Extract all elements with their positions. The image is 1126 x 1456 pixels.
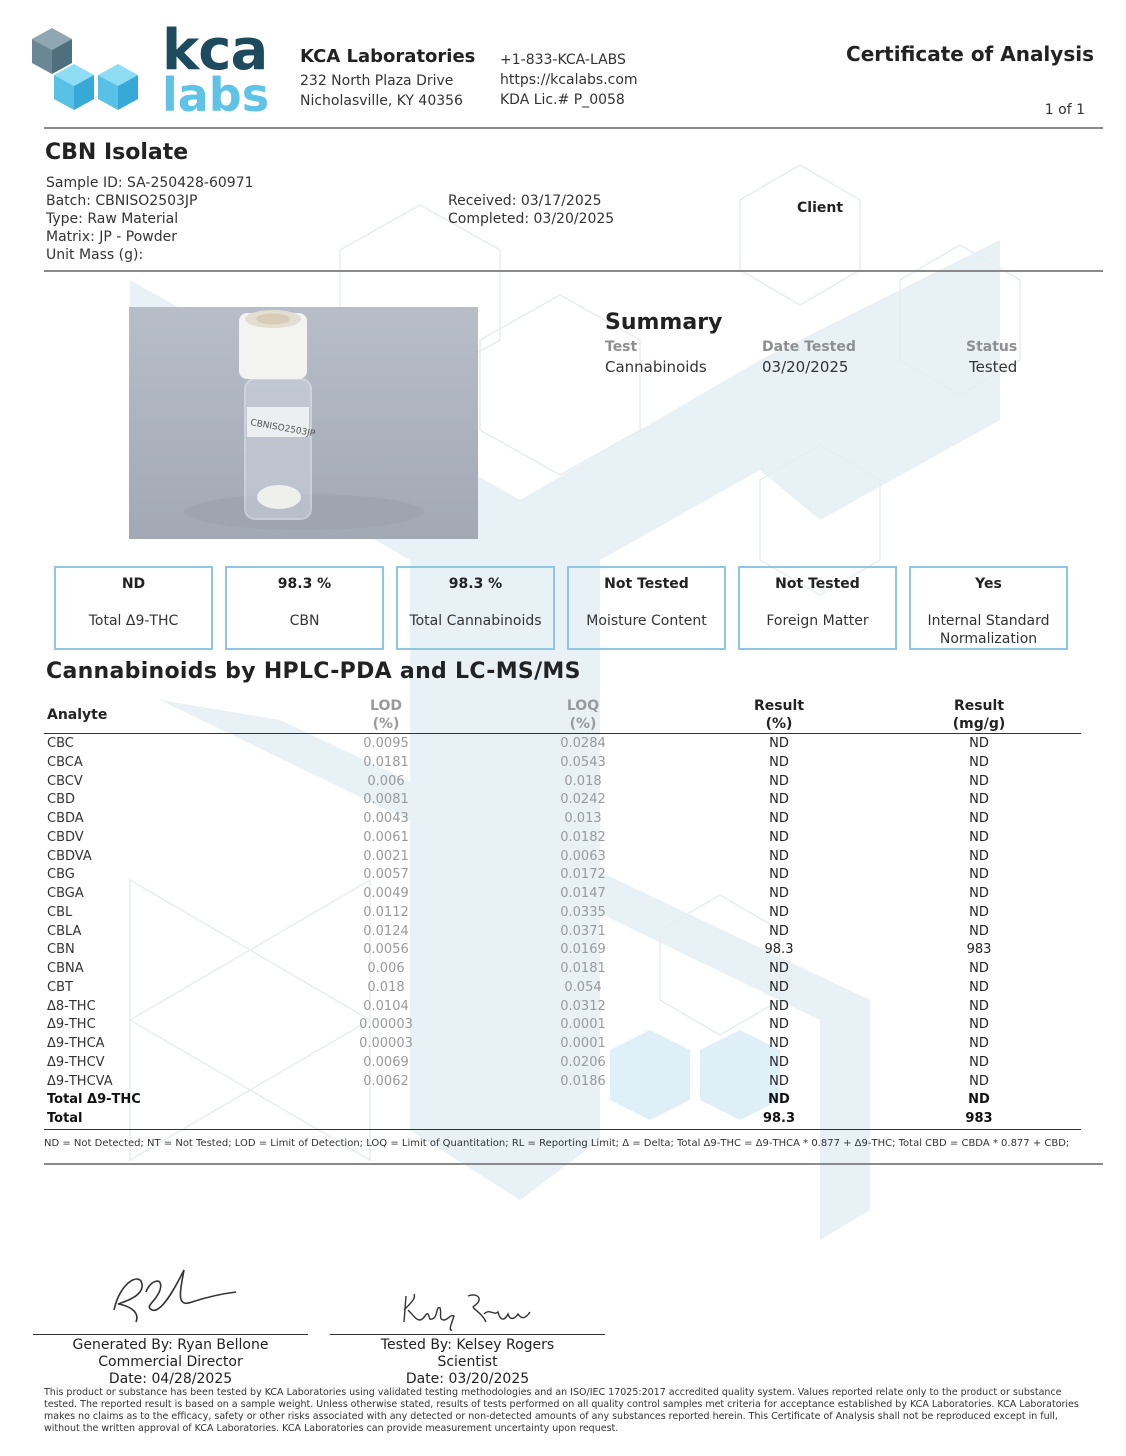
cell-result-mg: ND [969, 979, 989, 995]
cell-result-mg: ND [969, 1073, 989, 1089]
th-result-pct-unit: (%) [765, 716, 793, 732]
cell-loq: 0.054 [564, 979, 602, 995]
cell-result-pct: ND [769, 961, 789, 976]
address-line-2: Nicholasville, KY 40356 [300, 93, 463, 109]
result-box-value: ND [121, 576, 146, 592]
table-row [0, 1055, 1126, 1074]
cell-result-mg: 983 [965, 1111, 993, 1126]
logo-text-labs: labs [162, 68, 270, 122]
th-loq-label: LOQ [566, 698, 600, 714]
cell-analyte: CBL [47, 904, 73, 920]
lab-address [300, 71, 463, 111]
cell-result-pct: ND [769, 736, 789, 751]
cell-result-pct: ND [769, 979, 789, 995]
cell-result-mg: ND [969, 1017, 989, 1033]
cell-analyte: CBDA [47, 811, 84, 826]
table-row [0, 755, 1126, 774]
table-row [0, 924, 1126, 943]
signer-1-name: Generated By: Ryan Bellone [72, 1337, 269, 1353]
cell-result-mg: ND [969, 998, 989, 1014]
cell-loq: 0.0001 [560, 1017, 606, 1033]
table-row [0, 886, 1126, 905]
signer-1-title: Commercial Director [98, 1354, 243, 1370]
cell-result-mg: ND [969, 829, 989, 845]
summary-header-date: Date Tested [762, 339, 856, 355]
lab-phone: +1-833-KCA-LABS [500, 52, 626, 68]
result-box-label: Total Cannabinoids [409, 613, 542, 629]
cell-lod: 0.0081 [363, 792, 409, 808]
cell-lod: 0.0043 [363, 811, 409, 826]
sample-matrix: Matrix: JP - Powder [46, 229, 177, 245]
cell-result-pct: ND [769, 773, 789, 789]
signature-line-1 [33, 1334, 308, 1335]
cell-analyte: CBD [47, 792, 76, 808]
cell-result-pct: ND [769, 829, 789, 845]
cell-analyte: CBNA [47, 961, 84, 976]
cell-result-pct: ND [769, 1036, 789, 1051]
th-result-mg-unit: (mg/g) [952, 716, 1006, 732]
cell-loq: 0.0371 [560, 923, 606, 939]
table-row [0, 867, 1126, 886]
table-total-row [0, 1111, 1126, 1130]
cell-lod: 0.0062 [363, 1073, 409, 1089]
th-loq-unit: (%) [569, 716, 597, 732]
lab-name: KCA Laboratories [300, 46, 476, 67]
th-lod-label: LOD [370, 698, 402, 714]
cell-result-pct: ND [769, 886, 789, 901]
completed-date: Completed: 03/20/2025 [448, 211, 615, 227]
th-lod-unit: (%) [372, 716, 400, 732]
cell-result-mg: ND [969, 961, 989, 976]
cell-result-mg: ND [969, 1036, 989, 1051]
sample-meta [46, 174, 254, 264]
cell-result-mg: ND [969, 754, 989, 770]
table-total-row [0, 1092, 1126, 1111]
cell-lod: 0.0049 [363, 886, 409, 901]
cell-loq: 0.0172 [560, 867, 606, 883]
cell-loq: 0.0284 [560, 736, 606, 751]
signature-block-2 [330, 1337, 605, 1388]
cell-result-pct: ND [769, 998, 789, 1014]
th-loq [533, 697, 633, 733]
cell-lod: 0.00003 [359, 1017, 413, 1033]
sample-dates [448, 192, 614, 228]
th-result-mg [929, 697, 1029, 733]
cell-analyte: CBDVA [47, 848, 92, 864]
table-row [0, 1017, 1126, 1036]
result-box-internal-standard [909, 566, 1068, 650]
signature-block-1 [33, 1337, 308, 1388]
product-photo [129, 307, 478, 539]
table-row [0, 849, 1126, 868]
table-row [0, 1074, 1126, 1093]
cell-lod: 0.00003 [359, 1036, 413, 1051]
result-box-total-d9-thc [54, 566, 213, 650]
cell-result-pct: ND [769, 904, 789, 920]
signer-1-date: Date: 04/28/2025 [108, 1371, 233, 1387]
header-divider [44, 127, 1103, 129]
cell-lod: 0.006 [367, 961, 405, 976]
sample-unit-mass: Unit Mass (g): [46, 247, 144, 263]
table-row [0, 774, 1126, 793]
cell-result-pct: ND [769, 1017, 789, 1033]
cell-loq: 0.0206 [560, 1054, 606, 1070]
client-label: Client [797, 200, 844, 216]
cell-lod: 0.0181 [363, 754, 409, 770]
summary-header-test: Test [605, 339, 638, 355]
lab-website[interactable]: https://kcalabs.com [500, 72, 638, 88]
summary-date-value: 03/20/2025 [762, 358, 849, 376]
cell-analyte: Δ9-THC [47, 1017, 96, 1033]
cell-analyte: CBLA [47, 923, 82, 939]
table-row [0, 736, 1126, 755]
cell-loq: 0.0186 [560, 1073, 606, 1089]
cell-analyte: CBG [47, 867, 75, 883]
table-row [0, 905, 1126, 924]
summary-title: Summary [605, 310, 723, 335]
cell-result-pct: ND [769, 792, 789, 808]
cell-lod: 0.0056 [363, 942, 409, 958]
cell-result-mg: ND [969, 792, 989, 808]
result-box-foreign-matter [738, 566, 897, 650]
result-box-label: Internal Standard Normalization [927, 613, 1050, 647]
signature-ryan-bellone [100, 1262, 240, 1332]
cell-result-pct: ND [768, 1092, 790, 1108]
cell-loq: 0.018 [564, 773, 602, 789]
th-result-mg-label: Result [953, 698, 1005, 714]
summary-status-value: Tested [969, 358, 1018, 376]
cell-result-mg: ND [969, 736, 989, 751]
product-title: CBN Isolate [45, 140, 189, 165]
cell-result-mg: ND [969, 811, 989, 826]
signer-2-date: Date: 03/20/2025 [405, 1371, 530, 1387]
cell-result-mg: ND [969, 923, 989, 939]
result-box-total-cannabinoids [396, 566, 555, 650]
summary-test-value: Cannabinoids [605, 358, 707, 376]
result-box-value: Not Tested [604, 576, 689, 592]
cell-result-mg: ND [969, 904, 989, 920]
table-bottom-rule [44, 1129, 1081, 1130]
cell-loq: 0.0001 [560, 1036, 606, 1051]
document-title: Certificate of Analysis [846, 42, 1094, 66]
cell-result-mg: ND [969, 848, 989, 864]
cell-result-pct: 98.3 [764, 942, 794, 958]
cell-loq: 0.0181 [560, 961, 606, 976]
cell-loq: 0.0169 [560, 942, 606, 958]
received-date: Received: 03/17/2025 [448, 193, 602, 209]
result-box-moisture [567, 566, 726, 650]
cell-analyte: Δ8-THC [47, 998, 96, 1014]
cell-result-pct: ND [769, 848, 789, 864]
sample-batch: Batch: CBNISO2503JP [46, 193, 198, 209]
cell-result-pct: ND [769, 867, 789, 883]
table-row [0, 811, 1126, 830]
table-row [0, 999, 1126, 1018]
result-box-value: Not Tested [775, 576, 860, 592]
cell-analyte: CBGA [47, 886, 84, 901]
summary-header-status: Status [966, 339, 1018, 355]
cell-result-mg: 983 [966, 942, 992, 958]
cell-lod: 0.0095 [363, 736, 409, 751]
cell-result-mg: ND [969, 867, 989, 883]
address-line-1: 232 North Plaza Drive [300, 73, 454, 89]
result-box-cbn [225, 566, 384, 650]
cell-result-pct: ND [769, 1073, 789, 1089]
th-result-pct-label: Result [753, 698, 805, 714]
table-row [0, 1036, 1126, 1055]
signature-kelsey-rogers [398, 1286, 538, 1336]
cell-analyte: CBCV [47, 773, 83, 789]
cell-analyte: Total [47, 1111, 83, 1126]
cell-analyte: CBCA [47, 754, 83, 770]
vial-image [129, 307, 478, 539]
cell-analyte: Δ9-THCA [47, 1036, 105, 1051]
th-result-pct [729, 697, 829, 733]
result-box-value: Yes [975, 576, 1002, 592]
sample-type: Type: Raw Material [46, 211, 179, 227]
logo-text-kca: kca [162, 18, 268, 83]
sample-id: Sample ID: SA-250428-60971 [46, 175, 254, 191]
cell-lod: 0.018 [367, 979, 405, 995]
result-box-label: Moisture Content [586, 613, 707, 629]
table-footnote: ND = Not Detected; NT = Not Tested; LOD = Limit of Detection; LOQ = Limit of Quantitation; RL = Reporting Limit; Δ = Delta; Total Δ9-THC = Δ9-THCA * 0.877 + Δ9-THC; Total CBD = CBDA * 0.877 + CBD; [44, 1138, 1070, 1149]
cell-loq: 0.0242 [560, 792, 606, 808]
cell-result-pct: 98.3 [762, 1111, 796, 1126]
cell-analyte: CBC [47, 736, 74, 751]
result-box-label: Total Δ9-THC [88, 613, 179, 629]
cell-lod: 0.006 [367, 773, 405, 789]
kca-labs-logo [28, 18, 278, 126]
table-row [0, 980, 1126, 999]
cell-result-mg: ND [969, 886, 989, 901]
cell-loq: 0.0147 [560, 886, 606, 901]
signature-line-2 [330, 1334, 605, 1335]
table-header-rule [44, 733, 1081, 734]
lab-license: KDA Lic.# P_0058 [500, 92, 625, 108]
vial-label-text: CBNISO2503JP [249, 418, 316, 440]
signer-2-title: Scientist [437, 1354, 498, 1370]
cell-lod: 0.0069 [363, 1054, 409, 1070]
cell-loq: 0.0182 [560, 829, 606, 845]
cell-analyte: Δ9-THCV [47, 1054, 105, 1070]
cell-analyte: CBDV [47, 829, 84, 845]
cell-analyte: CBT [47, 979, 73, 995]
result-box-label: CBN [289, 613, 320, 629]
th-lod [336, 697, 436, 733]
signer-2-name: Tested By: Kelsey Rogers [380, 1337, 555, 1353]
result-box-value: 98.3 % [448, 576, 503, 592]
sample-divider [44, 270, 1103, 272]
th-analyte: Analyte [47, 707, 108, 723]
cell-lod: 0.0104 [363, 998, 409, 1014]
table-row [0, 830, 1126, 849]
cell-result-mg: ND [968, 1092, 990, 1108]
lab-contact [500, 50, 638, 110]
cell-analyte: Δ9-THCVA [47, 1073, 113, 1089]
cell-lod: 0.0021 [363, 848, 409, 864]
cell-loq: 0.013 [564, 811, 602, 826]
cell-loq: 0.0335 [560, 904, 606, 920]
table-row [0, 792, 1126, 811]
cubes-logo-icon [28, 26, 158, 126]
cell-result-pct: ND [769, 811, 789, 826]
result-box-value: 98.3 % [277, 576, 332, 592]
cell-result-pct: ND [769, 923, 789, 939]
footer-divider [44, 1163, 1103, 1165]
section-title: Cannabinoids by HPLC-PDA and LC-MS/MS [46, 659, 581, 684]
cell-result-mg: ND [969, 773, 989, 789]
cell-analyte: Total Δ9-THC [47, 1092, 141, 1108]
cell-lod: 0.0124 [363, 923, 409, 939]
table-row [0, 942, 1126, 961]
cell-analyte: CBN [47, 942, 75, 958]
table-row [0, 961, 1126, 980]
legal-disclaimer: This product or substance has been tested by KCA Laboratories using validated testing methodologies and an ISO/IEC 17025:2017 accredited quality system. Values reported relate only to the product or substance tested. The reported result is based on a sample weight. Unless otherwise stated, results of tests performed on all quality control samples met criteria for acceptance established by KCA Laboratories. KCA Laboratories makes no claims as to the efficacy, safety or other risks associated with any detected or non-detected amounts of any substances reported herein. This Certificate of Analysis shall not be reproduced except in full, without the written approval of KCA Laboratories. KCA Laboratories can provide measurement uncertainty upon request. [44, 1387, 1079, 1434]
cell-loq: 0.0312 [560, 998, 606, 1014]
cell-result-mg: ND [969, 1054, 989, 1070]
cell-result-pct: ND [769, 754, 789, 770]
cell-result-pct: ND [769, 1054, 789, 1070]
cell-lod: 0.0112 [363, 904, 409, 920]
cell-lod: 0.0057 [363, 867, 409, 883]
cell-loq: 0.0063 [560, 848, 606, 864]
page-number: 1 of 1 [1044, 102, 1085, 118]
cell-lod: 0.0061 [363, 829, 409, 845]
result-box-label: Foreign Matter [766, 613, 869, 629]
cell-loq: 0.0543 [560, 754, 606, 770]
